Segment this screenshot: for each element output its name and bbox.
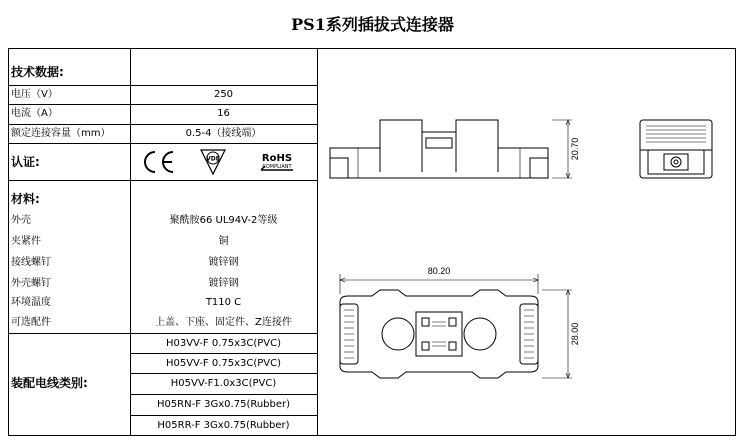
cable-type-item: H05VV-F1.0x3C(PVC) bbox=[170, 378, 277, 389]
cable-type-item: H05RN-F 3Gx0.75(Rubber) bbox=[156, 399, 291, 410]
rated-capacity-label: 额定连接容量（mm） bbox=[11, 128, 111, 139]
voltage-value: 250 bbox=[213, 89, 234, 100]
cable-types-header: 装配电线类别: bbox=[11, 376, 88, 390]
length-dimension-label: 80.20 bbox=[427, 266, 451, 276]
housing-value: 聚酰胺66 UL94V-2等级 bbox=[169, 215, 278, 226]
vde-mark-text: VDE bbox=[206, 155, 220, 163]
current-value: 16 bbox=[217, 108, 230, 119]
ce-mark-icon bbox=[145, 152, 173, 172]
row-rule bbox=[8, 180, 317, 181]
ambient-temp-label: 环境温度 bbox=[11, 297, 51, 308]
length-dimension bbox=[340, 274, 538, 294]
side-view-drawing bbox=[330, 120, 548, 178]
rohs-mark-icon bbox=[261, 153, 293, 170]
technical-drawing bbox=[318, 50, 734, 434]
cable-type-item: H05RR-F 3Gx0.75(Rubber) bbox=[157, 420, 290, 431]
clamp-value: 铜 bbox=[218, 236, 229, 247]
certification-logos bbox=[131, 144, 317, 180]
materials-header: 材料: bbox=[11, 192, 40, 206]
height-dimension bbox=[552, 120, 572, 178]
voltage-label: 电压（V） bbox=[11, 89, 58, 100]
options-label: 可选配件 bbox=[11, 317, 51, 328]
height-dimension-label: 20.70 bbox=[570, 137, 580, 161]
cable-type-item: H05VV-F 0.75x3C(PVC) bbox=[165, 358, 282, 369]
width-dimension-label: 28.00 bbox=[570, 322, 580, 346]
clamp-label: 夹紧件 bbox=[11, 236, 41, 247]
housing-screw-value: 镀锌钢 bbox=[208, 278, 239, 289]
page-title: PS1系列插拔式连接器 bbox=[291, 15, 454, 34]
current-label: 电流（A） bbox=[11, 108, 58, 119]
rohs-mark-subtext: COMPLIANT bbox=[262, 164, 292, 170]
rohs-mark-text: RoHS bbox=[261, 153, 293, 164]
ambient-temp-value: T110 C bbox=[205, 297, 242, 308]
vde-mark-icon bbox=[201, 150, 225, 174]
top-view-drawing bbox=[340, 290, 538, 378]
rated-capacity-value: 0.5-4（接线端） bbox=[185, 128, 262, 139]
width-dimension bbox=[542, 290, 572, 378]
options-value: 上盖、下座、固定件、Z连接件 bbox=[155, 317, 292, 328]
tech-data-header: 技术数据: bbox=[11, 65, 64, 79]
housing-screw-label: 外壳螺钉 bbox=[11, 278, 51, 289]
terminal-screw-value: 镀锌钢 bbox=[208, 257, 239, 268]
terminal-screw-label: 接线螺钉 bbox=[11, 257, 51, 268]
certification-label: 认证: bbox=[11, 155, 40, 169]
end-view-drawing bbox=[640, 120, 712, 178]
ce-mark-text: CE bbox=[131, 144, 133, 145]
housing-label: 外壳 bbox=[11, 215, 31, 226]
cable-type-item: H03VV-F 0.75x3C(PVC) bbox=[165, 338, 282, 349]
